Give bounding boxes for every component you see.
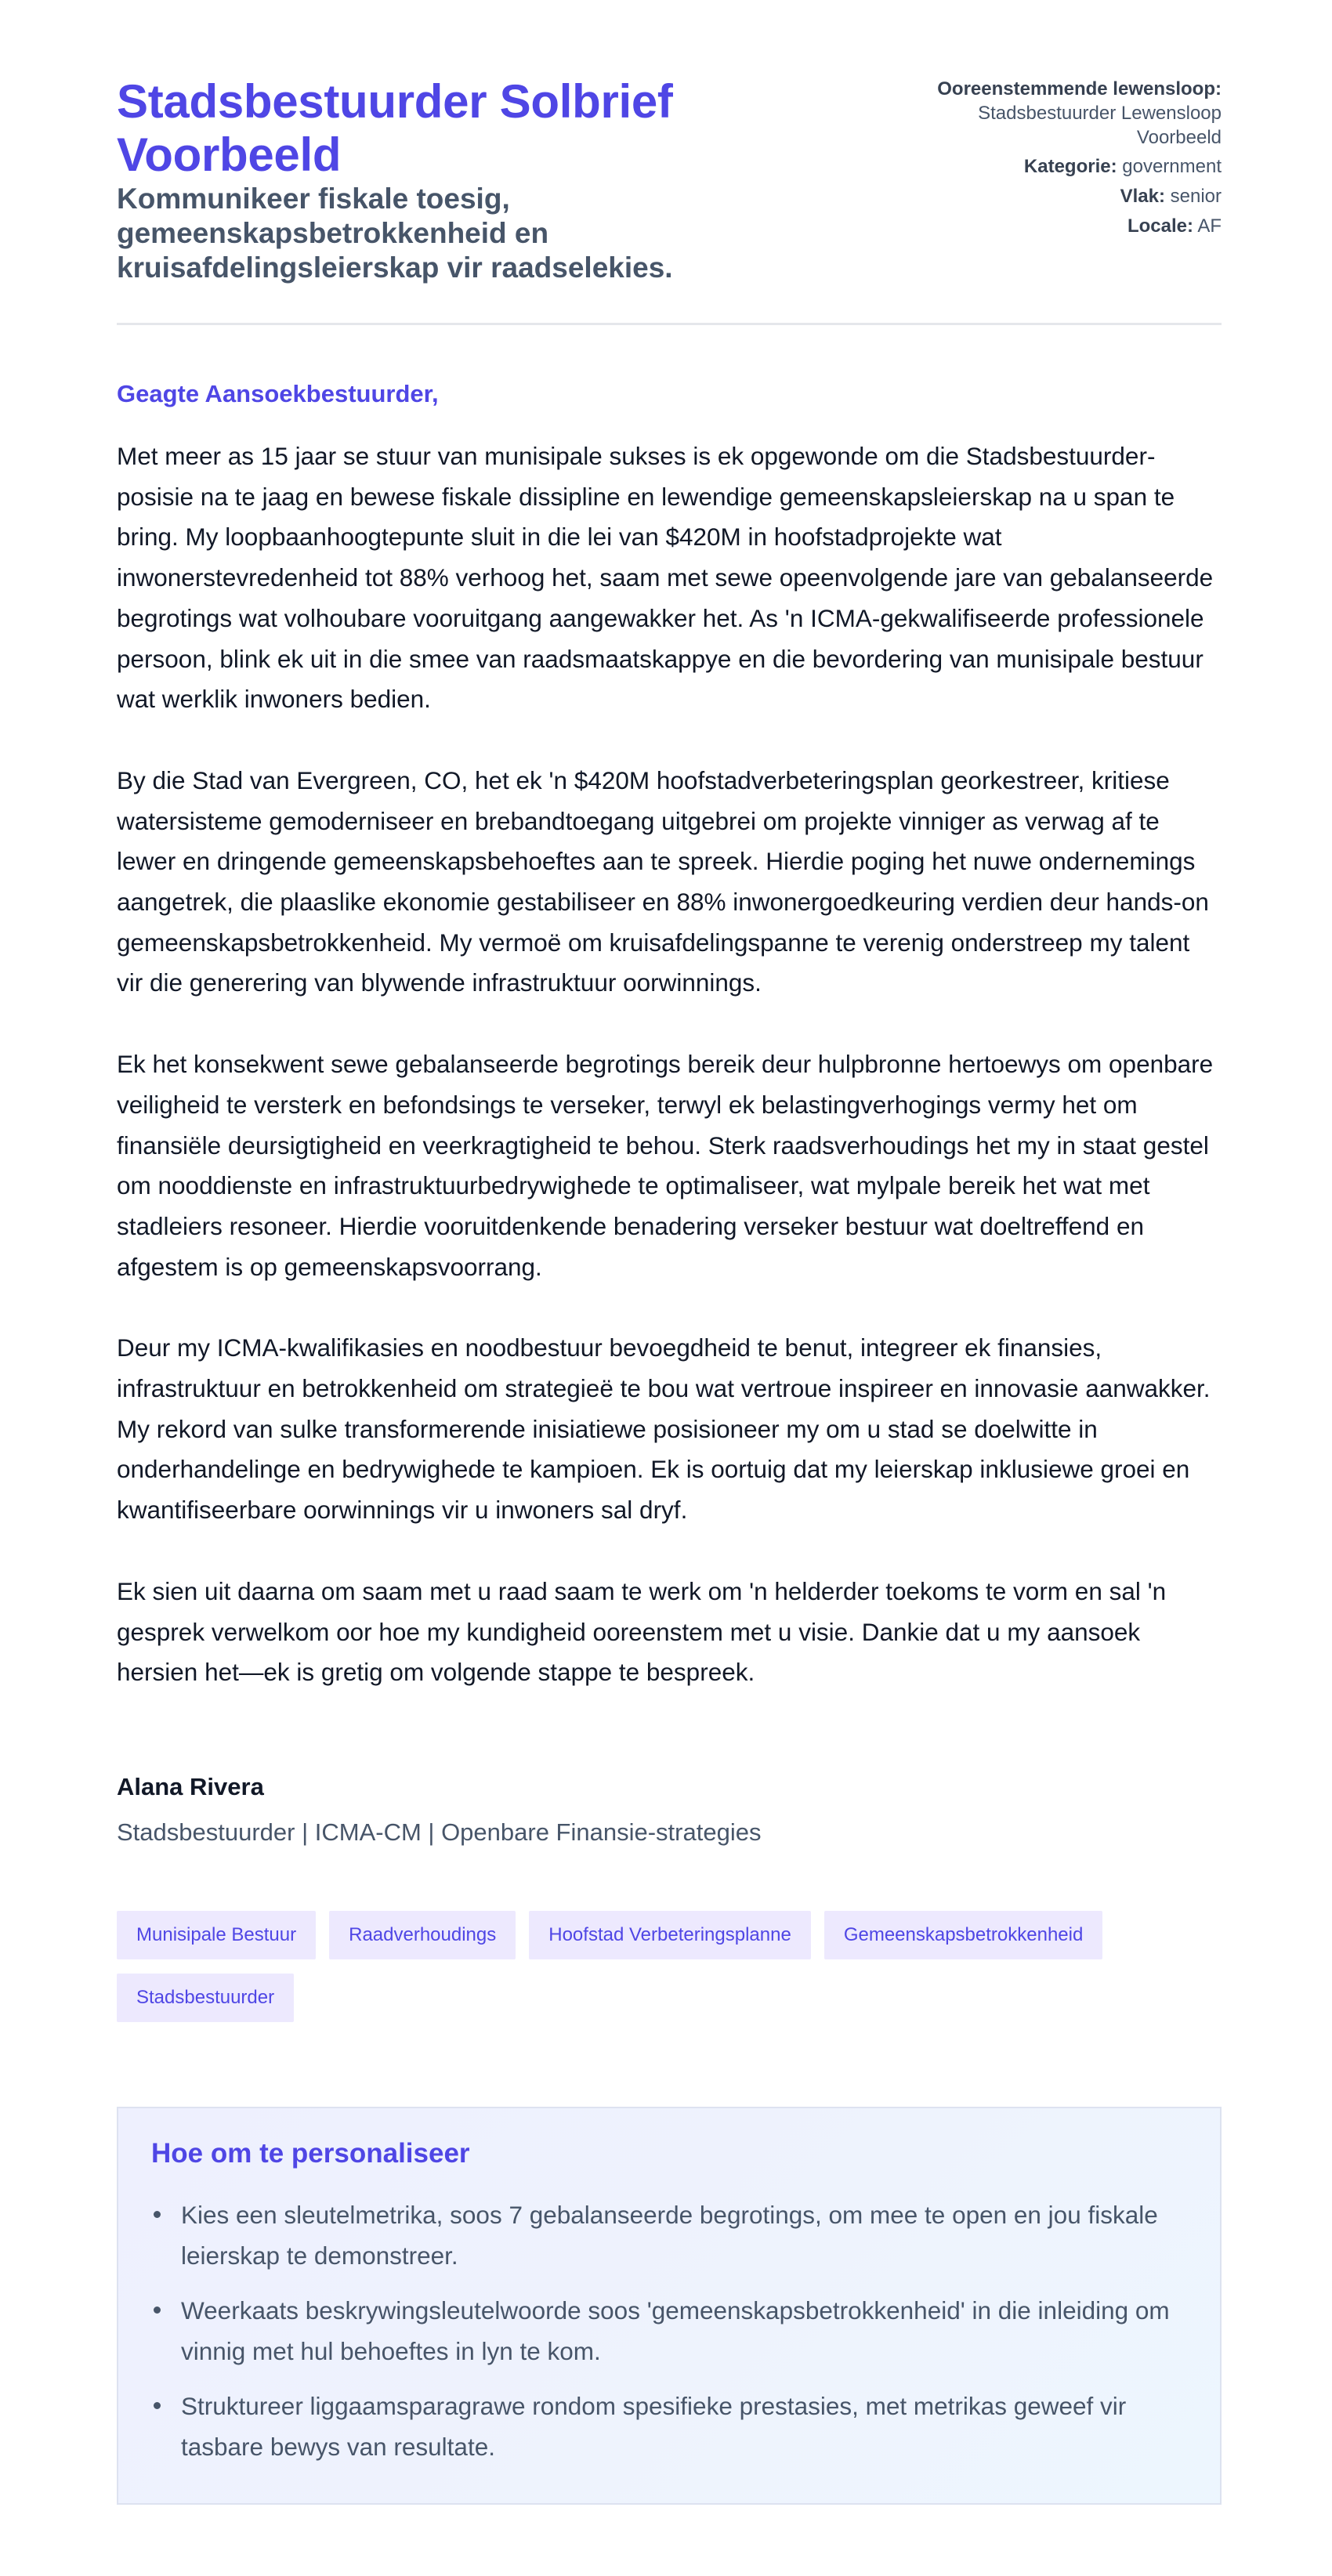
letter-greeting: Geagte Aansoekbestuurder, (117, 380, 439, 407)
bullet-icon (154, 2306, 161, 2314)
meta-value: AF (1197, 215, 1222, 237)
letter-paragraph: Met meer as 15 jaar se stuur van munisipale sukses is ek opgewonde om die Stadsbestuurder-posisie na te jaag en bewese fiskale dissipline en lewendige gemeenskapsleierskap na u span te bring. My loopbaanhoogtepunte sluit in die lei van $420M in hoofstadprojekte wat inwonerstevredenheid tot 88% verhoog het, saam met sewe opeenvolgende jare van gebalanseerde begrotings wat volhoubare vooruitgang aangewakker het. As 'n ICMA-gekwalifiseerde professionele persoon, blink ek uit in die smee van raadsmaatskappye en die bevordering van munisipale bestuur wat werklik inwoners bedien. (117, 442, 1214, 714)
meta-value: senior (1170, 186, 1222, 207)
letter-body (117, 378, 1222, 1693)
personalization-tips-box (117, 2107, 1222, 2505)
letter-paragraph: Ek sien uit daarna om saam met u raad saam te werk om 'n helderder toekoms te vorm en sal 'n gesprek verwelkom oor hoe my kundigheid ooreenstem met u visie. Dankie dat u my aansoek hersien het—ek is gretig om volgende stappe te bespreek. (117, 1576, 1167, 1687)
page-subtitle: Kommunikeer fiskale toesig, gemeenskapsbetrokkenheid en kruisafdelingsleierskap vir raadselekies. (117, 183, 673, 284)
tips-list-item (181, 2386, 1189, 2467)
tips-list (151, 2194, 1189, 2467)
signature-title: Stadsbestuurder | ICMA-CM | Openbare Finansie-strategies (117, 1818, 762, 1846)
tag-munisipale-bestuur: Munisipale Bestuur (117, 1911, 316, 1959)
tip-text: Weerkaats beskrywingsleutelwoorde soos 'gemeenskapsbetrokkenheid' in die inleiding om vinnig met hul behoeftes in lyn te kom. (181, 2296, 1170, 2365)
keyword-tags (117, 1911, 1222, 2022)
tag-raadverhoudings: Raadverhoudings (329, 1911, 516, 1959)
letter-paragraph: Deur my ICMA-kwalifikasies en noodbestuur bevoegdheid te benut, integreer ek finansies, infrastruktuur en betrokkenheid om strategieë te bou wat vertroue inspireer en innovasie aanwakker. My rekord van sulke transformerende inisiatiewe posisioneer my om u stad se doelwitte in onderhandelinge en bedrywighede te kampioen. Ek is oortuig dat my leierskap inklusiewe groei en kwantifiseerbare oorwinnings vir u inwoners sal dryf. (117, 1333, 1211, 1525)
bullet-icon (154, 2211, 161, 2218)
tips-list-item (181, 2290, 1189, 2372)
tip-text: Struktureer liggaamsparagrawe rondom spesifieke prestasies, met metrikas geweef vir tasbare bewys van resultate. (181, 2391, 1127, 2461)
cover-letter-page (110, 0, 1222, 2505)
meta-label: Kategorie: (1023, 156, 1117, 177)
signature-block (117, 1771, 1222, 1848)
letter-paragraph: By die Stad van Evergreen, CO, het ek 'n $420M hoofstadverbeteringsplan georkestreer, kritiese watersisteme gemoderniseer en brebandtoegang uitgebrei om projekte vinniger as verwag af te lewer en dringende gemeenskapsbehoeftes aan te spreek. Hierdie poging het nuwe ondernemings aangetrek, die plaaslike ekonomie gestabiliseer en 88% inwonergoedkeuring verdien deur hands-on gemeenskapsbetrokkenheid. My vermoë om kruisafdelingspanne te verenig onderstreep my talent vir die generering van blywende infrastruktuur oorwinnings. (117, 765, 1209, 997)
meta-label: Vlak: (1120, 186, 1165, 207)
page-header (117, 75, 1222, 325)
tips-title: Hoe om te personaliseer (151, 2137, 470, 2169)
meta-label: Ooreenstemmende lewensloop: (937, 78, 1222, 99)
meta-value: government (1122, 156, 1222, 177)
tips-list-item (181, 2194, 1189, 2276)
meta-label: Locale: (1127, 215, 1193, 237)
meta-level (892, 184, 1222, 208)
letter-paragraph: Ek het konsekwent sewe gebalanseerde begrotings bereik deur hulpbronne hertoewys om openbare veiligheid te versterk en befondsings te verseker, terwyl ek belastingverhogings vermy het om finansiële deursigtigheid en veerkragtigheid te behou. Sterk raadsverhoudings het my in staat gestel om nooddienste en infrastruktuurbedrywighede te optimaliseer, wat mylpale bereik het wat met stadleiers resoneer. Hierdie vooruitdenkende benadering verseker bestuur wat doeltreffend en afgestem is op gemeenskapsvoorrang. (117, 1050, 1214, 1281)
tag-stadsbestuurder: Stadsbestuurder (117, 1974, 294, 2022)
tag-gemeenskapsbetrokkenheid: Gemeenskapsbetrokkenheid (824, 1911, 1103, 1959)
title-block (117, 75, 712, 285)
meta-locale (892, 214, 1222, 238)
bullet-icon (154, 2402, 161, 2409)
meta-matching-resume (892, 77, 1222, 150)
signature-name: Alana Rivera (117, 1772, 264, 1800)
meta-category (892, 154, 1222, 179)
tip-text: Kies een sleutelmetrika, soos 7 gebalanseerde begrotings, om mee te open en jou fiskale leierskap te demonstreer. (181, 2200, 1158, 2270)
meta-panel (892, 75, 1222, 244)
page-title: Stadsbestuurder Solbrief Voorbeeld (117, 75, 673, 181)
meta-value: Stadsbestuurder Lewensloop Voorbeeld (978, 103, 1222, 148)
tag-hoofstad-verbeteringsplanne: Hoofstad Verbeteringsplanne (529, 1911, 811, 1959)
